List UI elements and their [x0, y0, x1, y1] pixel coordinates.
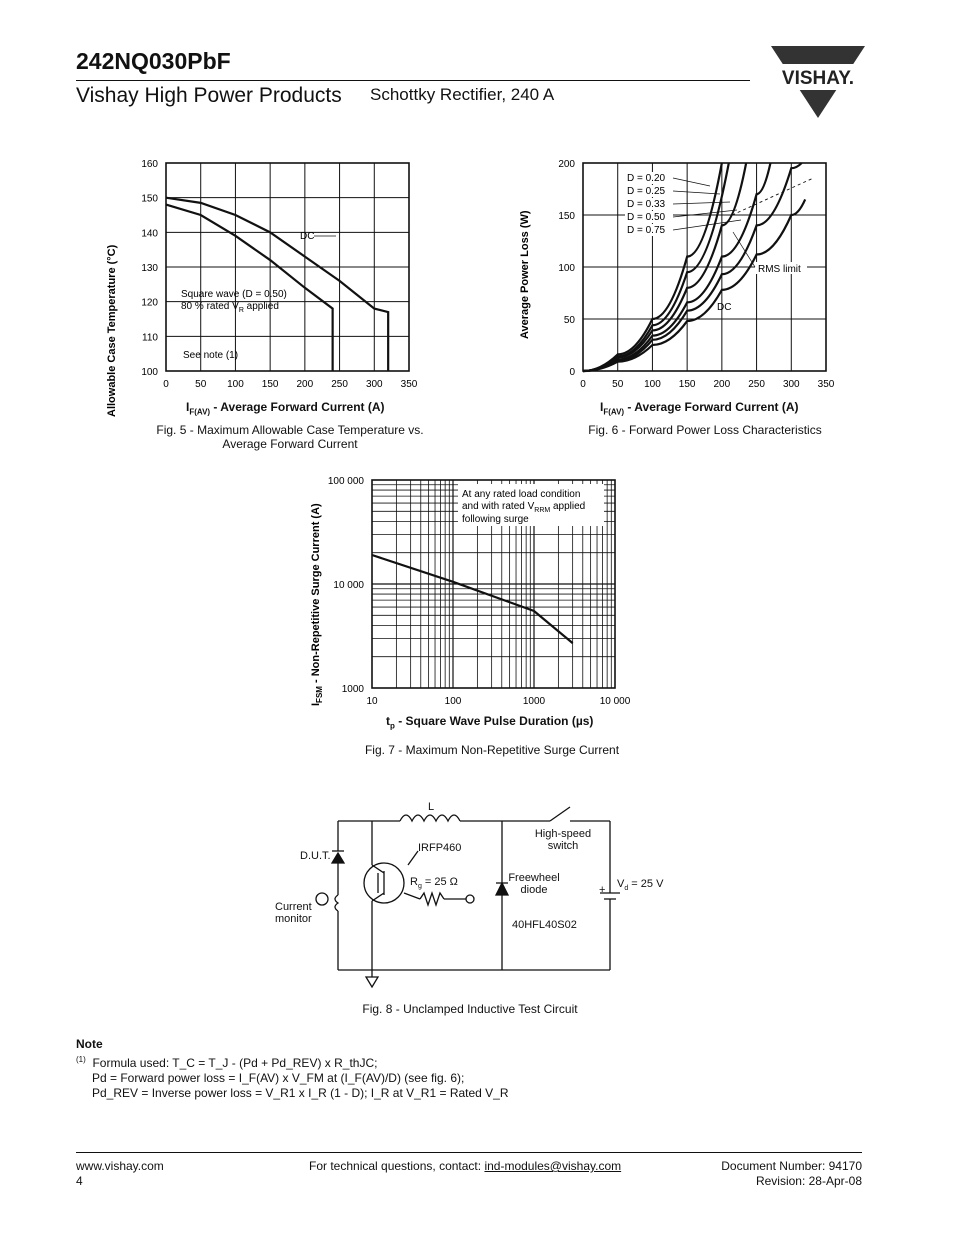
- vd-plus: +: [599, 884, 606, 896]
- fig5-ytick: 110: [142, 332, 158, 344]
- fig6-xtick: 250: [748, 379, 765, 390]
- footer-right: [662, 1159, 862, 1189]
- dut-label: D.U.T.: [300, 850, 331, 862]
- fig6-legend-leader: [673, 210, 737, 217]
- fig5-dc-label: DC: [300, 231, 315, 242]
- fig5-xtick: 350: [400, 379, 418, 390]
- switch-label: High-speed switch: [534, 828, 592, 852]
- footer-left: [76, 1159, 164, 1189]
- inductor-label: L: [428, 801, 435, 813]
- fig6-rms-label: RMS limit: [758, 264, 801, 275]
- fig6-xtick: 100: [644, 379, 661, 390]
- fig7-xtick: 10 000: [599, 696, 631, 707]
- fig6-legend-item: D = 0.33: [627, 199, 666, 210]
- fig5-sq-label-sub: R: [238, 307, 244, 314]
- fig7-xtick: 10: [366, 696, 378, 707]
- fig6-xtick: 350: [817, 379, 835, 390]
- fig6-xtick: 300: [782, 379, 800, 390]
- fig7-xlabel: $t_p$ - Square Wave Pulse Duration (µs): [386, 714, 594, 731]
- note-line-2: Pd = Forward power loss = I_F(AV) x V_FM at (I_F(AV)/D) (see fig. 6);: [92, 1071, 465, 1085]
- fig6-legend-item: D = 0.50: [627, 212, 666, 223]
- fig5-ylabel: Allowable Case Temperature (°C): [106, 244, 118, 417]
- fig6-ytick: 50: [563, 315, 575, 326]
- fig6-ytick: 200: [558, 159, 575, 170]
- fig6-xtick: 150: [678, 379, 696, 390]
- fig5-xtick: 300: [365, 379, 383, 390]
- fig5-xtick: 150: [261, 379, 279, 390]
- svg-text:80 % rated VR applied: [181, 301, 279, 314]
- fig5-sq-label-2a: 80 % rated V: [181, 301, 239, 312]
- fig5-chart: [100, 150, 440, 420]
- fig5-xtick: 50: [195, 379, 207, 390]
- vishay-logo: [768, 44, 868, 120]
- fig5-ytick: 140: [141, 228, 158, 240]
- footer-revision: Revision: 28-Apr-08: [755, 1174, 862, 1188]
- logo-text: VISHAY.: [781, 68, 855, 89]
- fig5-series-0: [166, 198, 388, 371]
- footer-page-number: 4: [76, 1174, 83, 1188]
- fig7-note-3: following surge: [462, 514, 529, 525]
- note-line-3: Pd_REV = Inverse power loss = V_R1 x I_R (1 - D); I_R at V_R1 = Rated V_R: [92, 1086, 509, 1100]
- freewheel-label: Freewheel diode: [508, 872, 560, 896]
- footer-doc-number: Document Number: 94170: [721, 1159, 862, 1173]
- fig6-chart: [515, 150, 855, 420]
- fig7-ytick: 10 000: [333, 580, 364, 591]
- fig5-ytick: 130: [141, 263, 158, 274]
- fig5-caption: Fig. 5 - Maximum Allowable Case Temperature vs. Average Forward Current: [156, 423, 424, 451]
- fig6-ylabel: Average Power Loss (W): [519, 210, 531, 339]
- fig6-ytick: 150: [558, 211, 575, 222]
- fig7-xtick: 1000: [522, 696, 546, 707]
- fig7-caption: Fig. 7 - Maximum Non-Repetitive Surge Current: [364, 743, 620, 757]
- footer-website[interactable]: www.vishay.com: [76, 1159, 164, 1173]
- fig5-sq-label-1: Square wave (D = 0.50): [181, 289, 287, 300]
- fig8-caption: Fig. 8 - Unclamped Inductive Test Circuit: [362, 1002, 578, 1016]
- fig5-xtick: 100: [227, 379, 244, 390]
- current-monitor-label: Current monitor: [275, 901, 312, 925]
- fig5-series-1: [166, 205, 333, 371]
- fig7-ytick: 1000: [341, 684, 364, 695]
- fig6-ytick: 100: [558, 263, 575, 274]
- note-line-1: Formula used: T_C = T_J - (Pd + Pd_REV) x R_thJC;: [92, 1056, 378, 1070]
- fig6-xtick: 0: [580, 379, 586, 390]
- note-body: $^{(1)}$ Formula used: T_C = T_J - (Pd + Pd_REV) x R_thJC; Pd = Forward power loss = I_F(AV) x V_FM at (I_F(AV)/D) (see fig. 6); Pd_REV = Inverse power loss = V_R1 x I_R (1 - D); I_R at V_R1 = Rated V_R: [76, 1055, 509, 1100]
- fig6-xtick: 50: [612, 379, 624, 390]
- fig7-note-1: At any rated load condition: [462, 489, 581, 500]
- fig8-circuit: [270, 795, 690, 995]
- company-name: Vishay High Power Products: [76, 84, 342, 107]
- footer-rule: [76, 1152, 862, 1153]
- part-number-title: 242NQ030PbF: [76, 48, 231, 74]
- part-label: 40HFL40S02: [512, 919, 577, 931]
- fig5-xtick: 250: [331, 379, 348, 390]
- fig5-xtick: 200: [296, 379, 314, 390]
- fig6-legend-item: D = 0.75: [627, 225, 666, 236]
- fig7-note-2b: applied: [550, 501, 586, 512]
- product-title: Schottky Rectifier, 240 A: [370, 85, 555, 104]
- fig5-sq-label-2b: applied: [243, 301, 279, 312]
- fig6-caption: Fig. 6 - Forward Power Loss Characteristics: [588, 423, 822, 437]
- irfp-label: IRFP460: [418, 842, 462, 854]
- fig7-xtick: 100: [444, 696, 462, 707]
- header-rule: [76, 80, 750, 81]
- footer-contact: For technical questions, contact: ind-modules@vishay.com: [309, 1159, 622, 1173]
- fig6-legend-leader: [673, 191, 720, 194]
- fig5-ytick: 160: [141, 159, 158, 170]
- fig7-ylabel: $I_{FSM}$ - Non-Repetitive Surge Current (A): [310, 503, 324, 706]
- fig7-note-2-sub: RRM: [534, 507, 551, 514]
- fig6-dc-label: DC: [717, 302, 732, 313]
- fig6-xlabel: $I_{F(AV)}$ - Average Forward Current (A): [600, 400, 799, 417]
- fig6-legend-item: D = 0.25: [627, 186, 666, 197]
- contact-email-link[interactable]: ind-modules@vishay.com: [484, 1159, 622, 1173]
- fig7-ytick: 100 000: [327, 476, 364, 487]
- fig7-chart: [300, 470, 640, 730]
- fig5-ytick: 120: [141, 297, 158, 309]
- vd-label: $V_d = 25$ V: [617, 878, 664, 893]
- fig6-xtick: 200: [713, 379, 731, 390]
- fig5-ytick: 150: [141, 193, 158, 205]
- note-title: Note: [76, 1037, 103, 1051]
- fig5-xtick: 0: [163, 379, 169, 390]
- fig6-legend-leader: [673, 178, 710, 186]
- fig6-ytick: 0: [569, 367, 575, 378]
- fig5-xlabel: $I_{F(AV)}$ - Average Forward Current (A): [186, 400, 385, 417]
- fig5-ytick: 100: [141, 367, 158, 378]
- fig5-note-label: See note (1): [183, 350, 239, 361]
- fig7-note-2a: and with rated V: [462, 501, 535, 512]
- fig7-series-0: [372, 555, 573, 643]
- fig6-legend-item: D = 0.20: [627, 173, 666, 184]
- rg-label: $R_g = 25$ Ω: [410, 876, 458, 891]
